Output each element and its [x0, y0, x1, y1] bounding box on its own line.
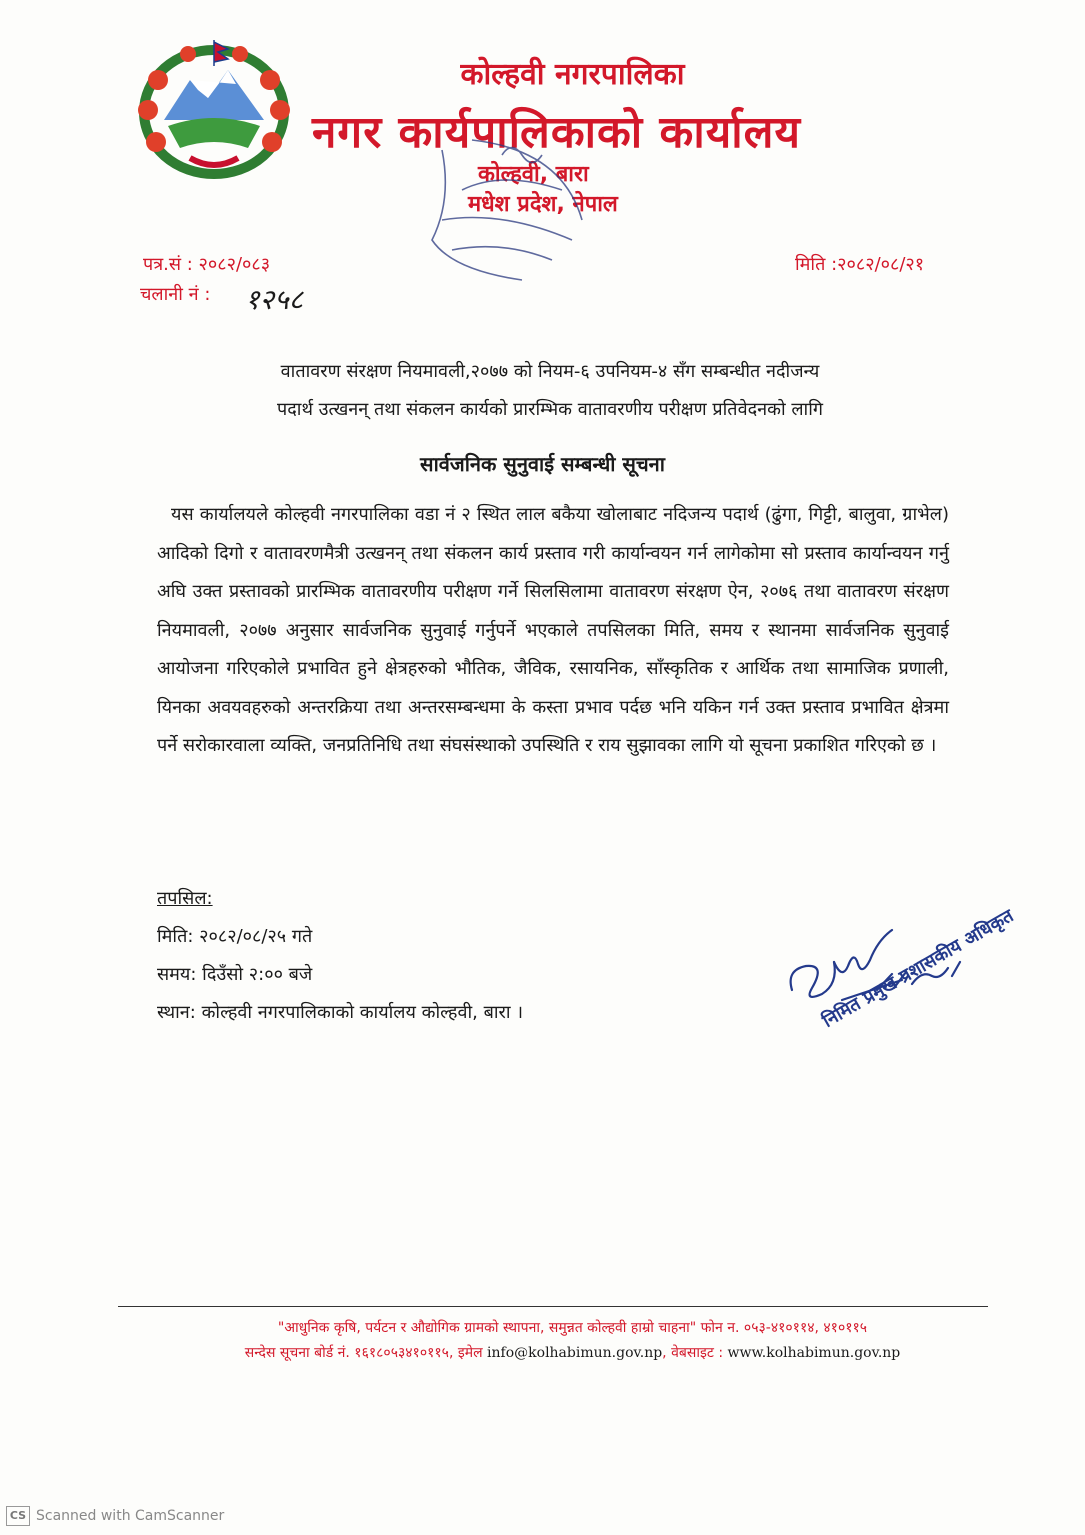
footer-email-link[interactable]: info@kolhabimun.gov.np: [487, 1345, 663, 1361]
details-heading: तपसिल:: [157, 888, 213, 909]
municipality-name: कोल्हवी नगरपालिका: [460, 57, 685, 92]
details-place: स्थान: कोल्हवी नगरपालिकाको कार्यालय कोल्हवी, बारा ।: [157, 1002, 524, 1023]
footer-motto: "आधुनिक कृषि, पर्यटन र औद्योगिक ग्रामको स्थापना, समुन्नत कोल्हवी हाम्रो चाहना" फोन न. ०५३-४१०११४, ४१०११५: [277, 1320, 868, 1336]
footer-website-label: , वेबसाइट :: [662, 1345, 724, 1361]
subject-line-1: वातावरण संरक्षण नियमावली,२०७७ को नियम-६ उपनियम-४ सँग सम्बन्धीत नदीजन्य: [280, 361, 820, 382]
details-date: मिति: २०८२/०८/२५ गते: [157, 926, 313, 947]
footer-board-label: सन्देस सूचना बोर्ड नं. १६१८०५३४१०११५, इमेल: [244, 1345, 483, 1361]
signatory-title: निमित प्रमुख प्रशासकीय अधिकृत: [819, 905, 1018, 1032]
camscanner-logo-icon: CS: [6, 1506, 30, 1526]
details-time: समय: दिउँसो २:०० बजे: [157, 964, 313, 985]
address-line-1: कोल्हवी, बारा: [478, 162, 589, 187]
footer-website-link[interactable]: www.kolhabimun.gov.np: [727, 1345, 901, 1361]
letter-date: मिति :२०८२/०८/२१: [795, 254, 925, 275]
camscanner-watermark: [6, 1506, 224, 1526]
subject-line-2: पदार्थ उत्खनन् तथा संकलन कार्यको प्रारम्भिक वातावरणीय परीक्षण प्रतिवेदनको लागि: [277, 399, 823, 420]
camscanner-text: Scanned with CamScanner: [36, 1508, 225, 1524]
footer-contact: [0, 1343, 1085, 1362]
reference-number: पत्र.सं : २०८२/०८३: [143, 254, 271, 275]
signature-icon: [782, 910, 982, 1020]
address-line-2: मधेश प्रदेश, नेपाल: [468, 192, 618, 217]
office-stamp-icon: [412, 130, 602, 290]
office-name: नगर कार्यपालिकाको कार्यालय: [312, 107, 801, 158]
dispatch-number-value: १२५८: [245, 283, 304, 316]
footer-divider: [118, 1306, 988, 1307]
dispatch-number-label: चलानी नं :: [140, 284, 211, 305]
notice-title: सार्वजनिक सुनुवाई सम्बन्धी सूचना: [420, 452, 665, 476]
details-block: [157, 880, 523, 1032]
notice-body: यस कार्यालयले कोल्हवी नगरपालिका वडा नं २ स्थित लाल बकैया खोलाबाट नदिजन्य पदार्थ (ढुंगा, गिट्टी, बालुवा, ग्राभेल) आदिको दिगो र वातावरणमैत्री उत्खनन् तथा संकलन कार्य प्रस्ताव गरी कार्यान्वयन गर्न लागेकोमा सो प्रस्ताव कार्यान्वयन गर्नु अघि उक्त प्रस्तावको प्रारम्भिक वातावरणीय परीक्षण गर्ने सिलसिलामा वातावरण संरक्षण ऐन, २०७६ तथा वातावरण संरक्षण नियमावली, २०७७ अनुसार सार्वजनिक सुनुवाई गर्नुपर्ने भएकाले तपसिलका मिति, समय र स्थानमा सार्वजनिक सुनुवाई आयोजना गरिएकोले प्रभावित हुने क्षेत्रहरुको भौतिक, जैविक, रसायनिक, साँस्कृतिक र आर्थिक तथा सामाजिक प्रणाली, यिनका अवयवहरुको अन्तरक्रिया तथा अन्तरसम्बन्धमा के कस्ता प्रभाव पर्दछ भनि यकिन गर्न उक्त प्रस्ताव प्रभावित क्षेत्रमा पर्ने सरोकारवाला व्यक्ति, जनप्रतिनिधि तथा संघसंस्थाको उपस्थिति र राय सुझावका लागि यो सूचना प्रकाशित गरिएको छ ।: [157, 504, 950, 756]
